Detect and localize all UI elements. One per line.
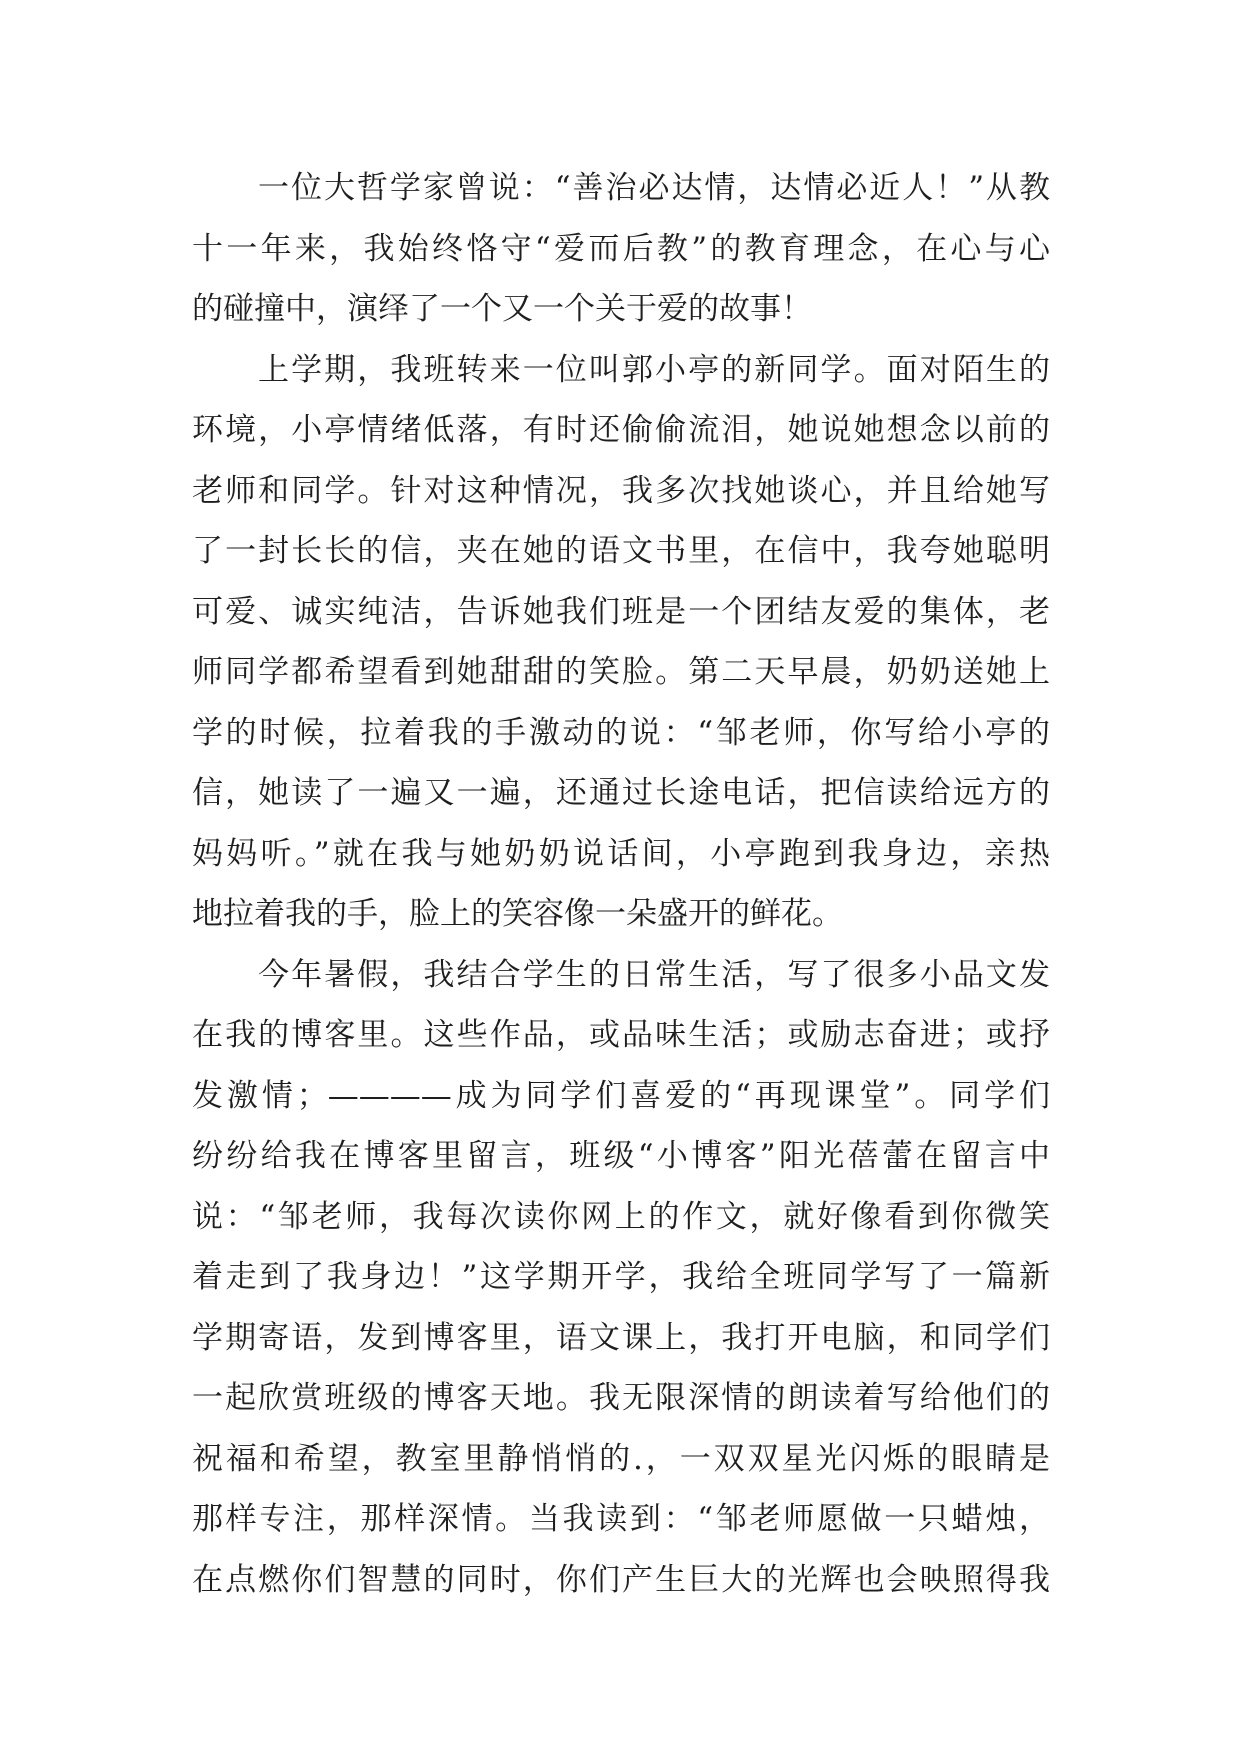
text-line: 发激情；————成为同学们喜爱的“再现课堂”。同学们 [192,1077,1050,1114]
text-line: 十一年来，我始终恪守“爱而后教”的教育理念，在心与心 [192,230,1050,267]
paragraph-1 [192,158,1050,340]
text-line: 纷纷给我在博客里留言，班级“小博客”阳光蓓蕾在留言中 [192,1138,1050,1174]
paragraph-3 [192,945,1050,1611]
text-line: 师同学都希望看到她甜甜的笑脸。第二天早晨，奶奶送她上 [192,654,1050,690]
text-line: 着走到了我身边！”这学期开学，我给全班同学写了一篇新 [192,1259,1050,1295]
paragraph-2 [192,340,1050,945]
text-line: 一起欣赏班级的博客天地。我无限深情的朗读着写给他们的 [192,1380,1050,1416]
text-line: 祝福和希望，教室里静悄悄的.，一双双星光闪烁的眼睛是 [192,1440,1050,1477]
text-line: 妈妈听。”就在我与她奶奶说话间，小亭跑到我身边，亲热 [192,835,1050,872]
text-line: 一位大哲学家曾说：“善治必达情，达情必近人！”从教 [258,170,1050,206]
text-line: 老师和同学。针对这种情况，我多次找她谈心，并且给她写 [192,472,1050,509]
text-line: 地拉着我的手，脸上的笑容像一朵盛开的鲜花。 [192,896,843,932]
text-line: 那样专注，那样深情。当我读到：“邹老师愿做一只蜡烛， [192,1501,1050,1537]
text-line: 了一封长长的信，夹在她的语文书里，在信中，我夸她聪明 [192,533,1050,569]
text-line: 说：“邹老师，我每次读你网上的作文，就好像看到你微笑 [192,1198,1050,1235]
document-body [192,158,1050,1610]
text-line: 环境，小亭情绪低落，有时还偷偷流泪，她说她想念以前的 [192,412,1050,448]
text-line: 学的时候，拉着我的手激动的说：“邹老师，你写给小亭的 [192,714,1050,751]
text-line: 上学期，我班转来一位叫郭小亭的新同学。面对陌生的 [258,351,1050,388]
text-line: 今年暑假，我结合学生的日常生活，写了很多小品文发 [258,956,1050,993]
text-line: 信，她读了一遍又一遍，还通过长途电话，把信读给远方的 [192,775,1050,811]
text-line: 的碰撞中，演绎了一个又一个关于爱的故事！ [192,291,812,327]
text-line: 在点燃你们智慧的同时，你们产生巨大的光辉也会映照得我 [192,1561,1050,1598]
text-line: 可爱、诚实纯洁，告诉她我们班是一个团结友爱的集体，老 [192,593,1050,630]
text-line: 在我的博客里。这些作品，或品味生活；或励志奋进；或抒 [192,1017,1050,1053]
text-line: 学期寄语，发到博客里，语文课上，我打开电脑，和同学们 [192,1319,1050,1356]
